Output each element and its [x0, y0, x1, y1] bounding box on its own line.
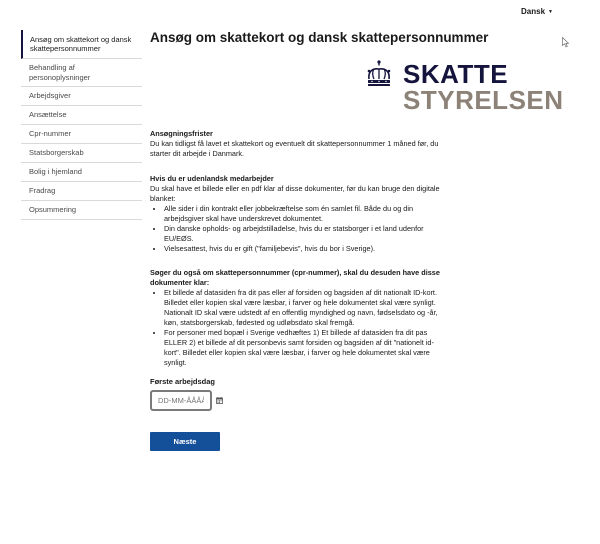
- sidebar-item-label: Cpr-nummer: [29, 129, 72, 139]
- sidebar-item-fradrag[interactable]: [21, 182, 142, 201]
- sidebar-item-ansoeg[interactable]: [21, 30, 142, 59]
- sidebar-item-label: Fradrag: [29, 186, 56, 196]
- skattestyrelsen-logo: [362, 59, 564, 115]
- sidebar-item-cpr-nummer[interactable]: [21, 125, 142, 144]
- cpr-section: [150, 268, 440, 368]
- sidebar-item-personoplysninger[interactable]: [21, 59, 142, 87]
- sidebar-item-opsummering[interactable]: [21, 201, 142, 220]
- crown-icon: [362, 59, 396, 93]
- deadlines-text: Du kan tidligst få lavet et skattekort og eventuelt dit skattepersonnummer 1 måned før, du starter dit arbejde i Danmark.: [150, 139, 439, 158]
- list-item: • Din danske opholds- og arbejdstilladelse, hvis du er statsborger i et land udenfor EU/EØS.: [164, 224, 440, 244]
- list-item: • For personer med bopæl i Sverige vedhæftes 1) Et billede af datasiden fra dit pas ELLER 2) et billede af dit personbevis samt forsiden og bagsiden af dit "nationelt id-kort". Billedet eller kopien skal være læsbar, i farver og hele dokumentet skal være synligt.: [164, 328, 440, 368]
- list-item: • Et billede af datasiden fra dit pas eller af forsiden og bagsiden af dit nationalt ID-kort. Billedet eller kopien skal være læsbar, i farver og hele dokumentet skal være synligt. Nationalt ID skal være udstedt af en offentlig myndighed og navn, fødselsdato og -år, køn, statsborgerskab, fødested og udløbsdato skal fremgå.: [164, 288, 440, 328]
- sidebar-item-ansaettelse[interactable]: [21, 106, 142, 125]
- language-selector[interactable]: [521, 7, 553, 16]
- page-title: Ansøg om skattekort og dansk skattepersonnummer: [150, 30, 489, 45]
- sidebar-item-label: Ansættelse: [29, 110, 67, 120]
- sidebar-item-label: Opsummering: [29, 205, 77, 215]
- calendar-icon[interactable]: [216, 397, 223, 404]
- foreign-employee-section: [150, 174, 440, 254]
- language-label: Dansk: [521, 7, 546, 16]
- foreign-document-list: [150, 204, 440, 254]
- cpr-heading: Søger du også om skattepersonnummer (cpr-nummer), skal du desuden have disse dokumenter klar:: [150, 268, 440, 287]
- sidebar-item-label: Ansøg om skattekort og dansk skattepersonnummer: [30, 34, 132, 53]
- mouse-pointer-icon: [562, 37, 570, 48]
- foreign-heading: Hvis du er udenlandsk medarbejder: [150, 174, 274, 183]
- sidebar-item-label: Bolig i hjemland: [29, 167, 82, 177]
- start-date-label: Første arbejdsdag: [150, 377, 216, 386]
- sidebar-nav: [21, 30, 142, 220]
- sidebar-item-label: Statsborgerskab: [29, 148, 84, 158]
- logo-text-styrelsen: STYRELSEN: [403, 85, 564, 115]
- start-date-input[interactable]: [150, 390, 212, 411]
- sidebar-item-arbejdsgiver[interactable]: [21, 87, 142, 106]
- list-item: • Vielsesattest, hvis du er gift ("familjebevis", hvis du bor i Sverige).: [164, 244, 440, 254]
- sidebar-item-statsborgerskab[interactable]: [21, 144, 142, 163]
- logo-text-skatte: SKATTE: [403, 59, 509, 89]
- list-item: • Alle sider i din kontrakt eller jobbekræftelse som én samlet fil. Både du og din arbejdsgiver skal have underskrevet dokumentet.: [164, 204, 440, 224]
- next-button[interactable]: Næste: [150, 432, 220, 451]
- deadlines-heading: Ansøgningsfrister: [150, 129, 213, 138]
- sidebar-item-label: Arbejdsgiver: [29, 91, 71, 101]
- deadlines-section: [150, 129, 440, 159]
- caret-down-icon: ▼: [548, 8, 553, 15]
- foreign-text: Du skal have et billede eller en pdf klar af disse dokumenter, før du kan bruge den digitale blanket:: [150, 184, 440, 203]
- sidebar-item-label: Behandling af personoplysninger: [29, 63, 91, 82]
- sidebar-item-bolig[interactable]: [21, 163, 142, 182]
- cpr-document-list: [150, 288, 440, 368]
